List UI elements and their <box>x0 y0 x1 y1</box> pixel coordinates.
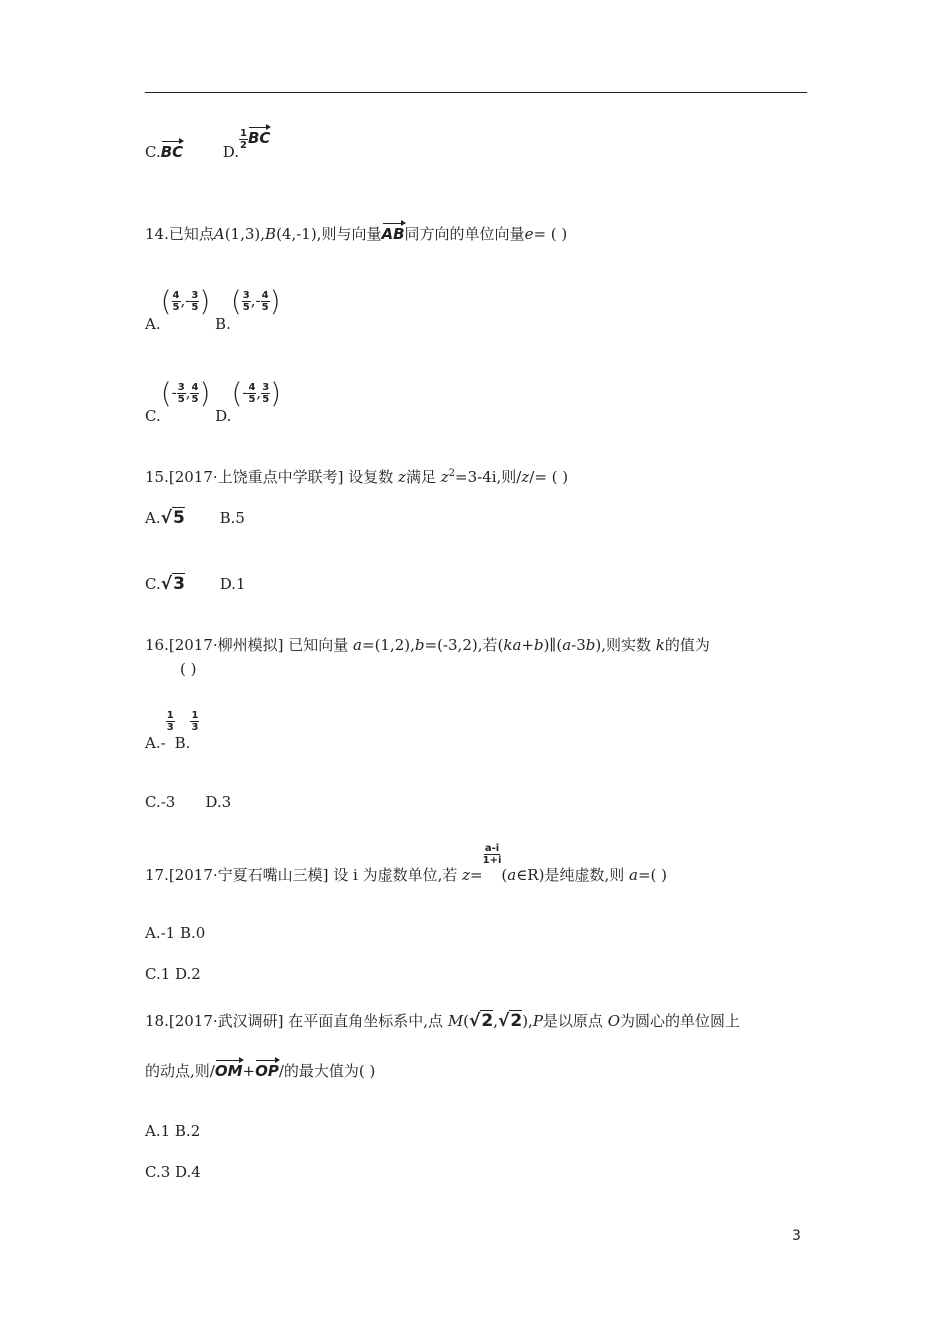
q17-options-cd: C.1 D.2 <box>145 965 201 983</box>
q13-d-vector: BC <box>248 126 270 148</box>
q18-vector-op: OP <box>255 1059 279 1081</box>
q16-options-ab: A.- $\frac{1}{3}$ B. $\frac{1}{3}$ <box>145 710 199 752</box>
q16-stem: 16.[2017·柳州模拟] 已知向量 a=(1,2),b=(-3,2),若(ka+b)∥(a-3b),则实数 k的值为 <box>145 636 710 654</box>
q15-stem: 15.[2017·上饶重点中学联考] 设复数 z满足 $z^2=3-4i$,则/z/= ( ) <box>145 468 569 486</box>
q16-paren: ( ) <box>180 660 197 678</box>
page-number: 3 <box>792 1228 801 1244</box>
q18-options-ab: A.1 B.2 <box>145 1122 201 1140</box>
q15-a-sqrt: √5 <box>160 508 185 528</box>
q18-vector-om: OM <box>215 1059 243 1081</box>
q17-options-ab: A.-1 B.0 <box>145 924 206 942</box>
q13-c-label: C. <box>145 143 161 161</box>
q18-stem-line1: 18.[2017·武汉调研] 在平面直角坐标系中,点 M(√2,√2),P是以原点 O为圆心的单位圆上 <box>145 1011 741 1031</box>
q14-vector-ab: AB <box>382 222 405 244</box>
q18-stem-line2: 的动点,则/OM+OP/的最大值为( ) <box>145 1059 375 1081</box>
q15-options-ab: A.√5 B.5 <box>145 508 245 528</box>
q16-options-cd: C.-3 D.3 <box>145 793 232 811</box>
q13-options-cd <box>145 127 271 165</box>
header-rule <box>145 92 807 93</box>
q15-options-cd: C.√3 D.1 <box>145 574 246 594</box>
q13-c-vector: BC <box>161 140 183 162</box>
q13-d-label: D. <box>222 143 239 161</box>
q14-stem: 14.已知点A(1,3),B(4,-1),则与向量AB同方向的单位向量e= ( ) <box>145 222 567 244</box>
q14-options-ab: A.( $\frac{4}{5}$ ,- $\frac{3}{5}$ ) B.( $\frac{3}{5}$ ,- $\frac{4}{5}$ ) <box>145 284 281 333</box>
q15-c-sqrt: √3 <box>160 574 185 594</box>
q18-options-cd: C.3 D.4 <box>145 1163 201 1181</box>
q17-stem: 17.[2017·宁夏石嘴山三模] 设 i 为虚数单位,若 z= $\frac{a-i}{1+i}$ (a∈R)是纯虚数,则 a=( ) <box>145 843 667 884</box>
q13-d-fraction: $\frac{1}{2}$ <box>240 127 247 151</box>
q14-options-cd: C.(- $\frac{3}{5}$ , $\frac{4}{5}$ ) D.(- $\frac{4}{5}$ , $\frac{3}{5}$ ) <box>145 376 282 425</box>
